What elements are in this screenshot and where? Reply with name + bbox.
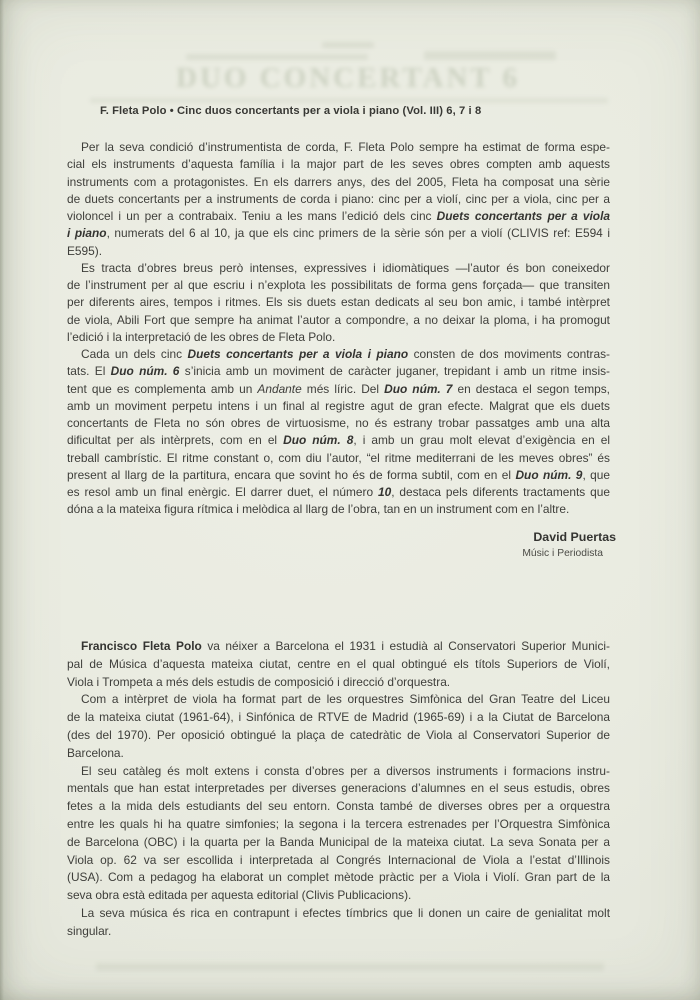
- text-line: es resol amb un final enèrgic. El darrer duet, el número 10, destaca pels diferents tractaments que: [67, 485, 610, 499]
- text-line: de Barcelona (OBC) i la quarta per la Banda Municipal de la mateixa ciutat. La seva Sonata per a: [67, 834, 610, 849]
- text-line: per diferents aires, tempos i ritmes. Els sis duets estan dedicats al seu bon amic, i també intèrpret: [67, 295, 610, 310]
- ghost-masthead: DUO CONCERTANT 6: [176, 62, 520, 94]
- text-line: de l’instrument per al que escriu i n’explota les possibilitats de forma gens forçada— que transiten: [67, 278, 610, 292]
- text-line: concertants de Fleta no són obres de virtuosisme, no és estrany trobar passatges amb una alta: [67, 416, 610, 430]
- ghost-bleed-line: [322, 42, 374, 48]
- text-line: Viola op. 62 va ser escollida i interpretada al Congrés Internacional de Viola a l’estat d’Illinois: [67, 852, 610, 867]
- byline-name: David Puertas: [533, 530, 616, 544]
- text-line: de duets concertants per a instruments de corda i piano: cinc per a violí, cinc per a viola, cinc per a: [67, 191, 610, 206]
- essay-body: [67, 139, 610, 519]
- ghost-bleed-line: [90, 98, 608, 103]
- text-line: tats. El Duo núm. 6 s’inicia amb un moviment de caràcter juganer, trepidant i amb un ritme insis-: [67, 364, 610, 379]
- text-line: (des del 1970). Per oposició obtingué la plaça de catedràtic de Viola al Conservatori Superior de: [67, 727, 610, 742]
- text-line: seva obra està editada per aquesta editorial (Clivis Publicacions).: [67, 888, 412, 903]
- text-line: Barcelona.: [67, 745, 124, 760]
- ghost-copyright-line: [96, 963, 604, 971]
- text-line: Es tracta d’obres breus però intenses, expressives i idiomàtiques —l’autor és bon coneixedor: [81, 260, 610, 275]
- text-line: Cada un dels cinc Duets concertants per a viola i piano consten de dos moviments contras-: [81, 347, 610, 361]
- text-line: instruments com a protagonistes. En els darrers anys, des del 2005, Fleta ha composat una sèrie: [67, 174, 610, 189]
- text-line: Viola i Trompeta a més dels estudis de composició i direcció d’orquestra.: [67, 674, 451, 689]
- text-line: amb un moviment perpetu intens i un final al registre agut de gran efecte. Malgrat que els duets: [67, 398, 610, 413]
- text-line: de la mateixa ciutat (1961-64), i Sinfónica de RTVE de Madrid (1965-69) i a la Ciutat de Barcelona: [67, 710, 610, 725]
- text-line: (USA). Com a pedagog ha elaborat un complet mètode pràctic per a Viola i Violí. Gran part de la: [67, 870, 610, 885]
- text-line: tent que es complementa amb un Andante més líric. Del Duo núm. 7 en destaca el segon temps,: [67, 381, 610, 396]
- text-line: El seu catàleg és molt extens i consta d’obres per a diversos instruments i formacions instru-: [81, 763, 610, 778]
- text-line: entre les quals hi ha quatre simfonies; la segona i la tercera estrenades per l’Orquestra Simfònica: [67, 816, 610, 831]
- text-line: Per la seva condició d’instrumentista de corda, F. Fleta Polo sempre ha estimat de forma espe-: [81, 140, 610, 154]
- text-line: de viola, Abili Fort que sempre ha animat l’autor a compondre, a no deixar la ploma, i ha promogut: [67, 312, 610, 327]
- text-line: mentals que han estat interpretades per diverses generacions d’alumnes en el seus estudis, obres: [67, 781, 610, 796]
- ghost-bleed-line: [186, 54, 368, 60]
- ghost-bleed-line: [424, 51, 556, 60]
- text-line: l’edició i la interpretació de les obres de Fleta Polo.: [67, 329, 336, 344]
- text-line: cial els instruments d’aquesta família i la major part de les seves obres compten amb aquests: [67, 157, 610, 172]
- byline-role: Músic i Periodista: [522, 548, 603, 559]
- text-line: E595).: [67, 243, 103, 258]
- text-line: dificultat per als intèrprets, com en el Duo núm. 8, i amb un grau molt elevat d’exigència en el: [67, 433, 610, 448]
- text-line: treball cambrístic. El ritme constant o, com diu l’autor, “el ritme mediterrani de les meves obres” és: [67, 450, 610, 465]
- text-line: pal de Música d’aquesta mateixa ciutat, centre en el qual obtingué els títols Superiors de Violí,: [67, 656, 610, 671]
- text-line: La seva música és rica en contrapunt i efectes tímbrics que li donen un caire de genialitat molt: [81, 905, 610, 920]
- article-title: F. Fleta Polo • Cinc duos concertants per a viola i piano (Vol. III) 6, 7 i 8: [100, 105, 482, 117]
- text-line: violoncel i un per a contrabaix. Teniu a les mans l’edició dels cinc Duets concertants per a viola: [67, 209, 610, 223]
- text-line: dóna a la mateixa figura rítmica i melòdica al llarg de l’obra, tan en un instrument com en l’altre.: [67, 502, 570, 517]
- text-line: singular.: [67, 923, 112, 938]
- text-line: i piano, numerats del 6 al 10, ja que els cinc primers de la sèrie són per a violí (CLIVIS ref: E594 i: [67, 226, 610, 241]
- byline: [67, 530, 616, 559]
- text-line: Com a intèrpret de viola ha format part de les orquestres Simfònica del Gran Teatre del Liceu: [81, 692, 610, 707]
- text-line: Francisco Fleta Polo va néixer a Barcelona el 1931 i estudià al Conservatori Superior Munici-: [81, 639, 610, 653]
- text-line: present al llarg de la partitura, encara que sovint ho és de forma subtil, com en el Duo núm. 9, que: [67, 467, 610, 482]
- text-line: fetes a la mida dels estudiants del seu entorn. Consta també de diverses obres per a orquestra: [67, 799, 610, 814]
- bio-body: [67, 638, 610, 941]
